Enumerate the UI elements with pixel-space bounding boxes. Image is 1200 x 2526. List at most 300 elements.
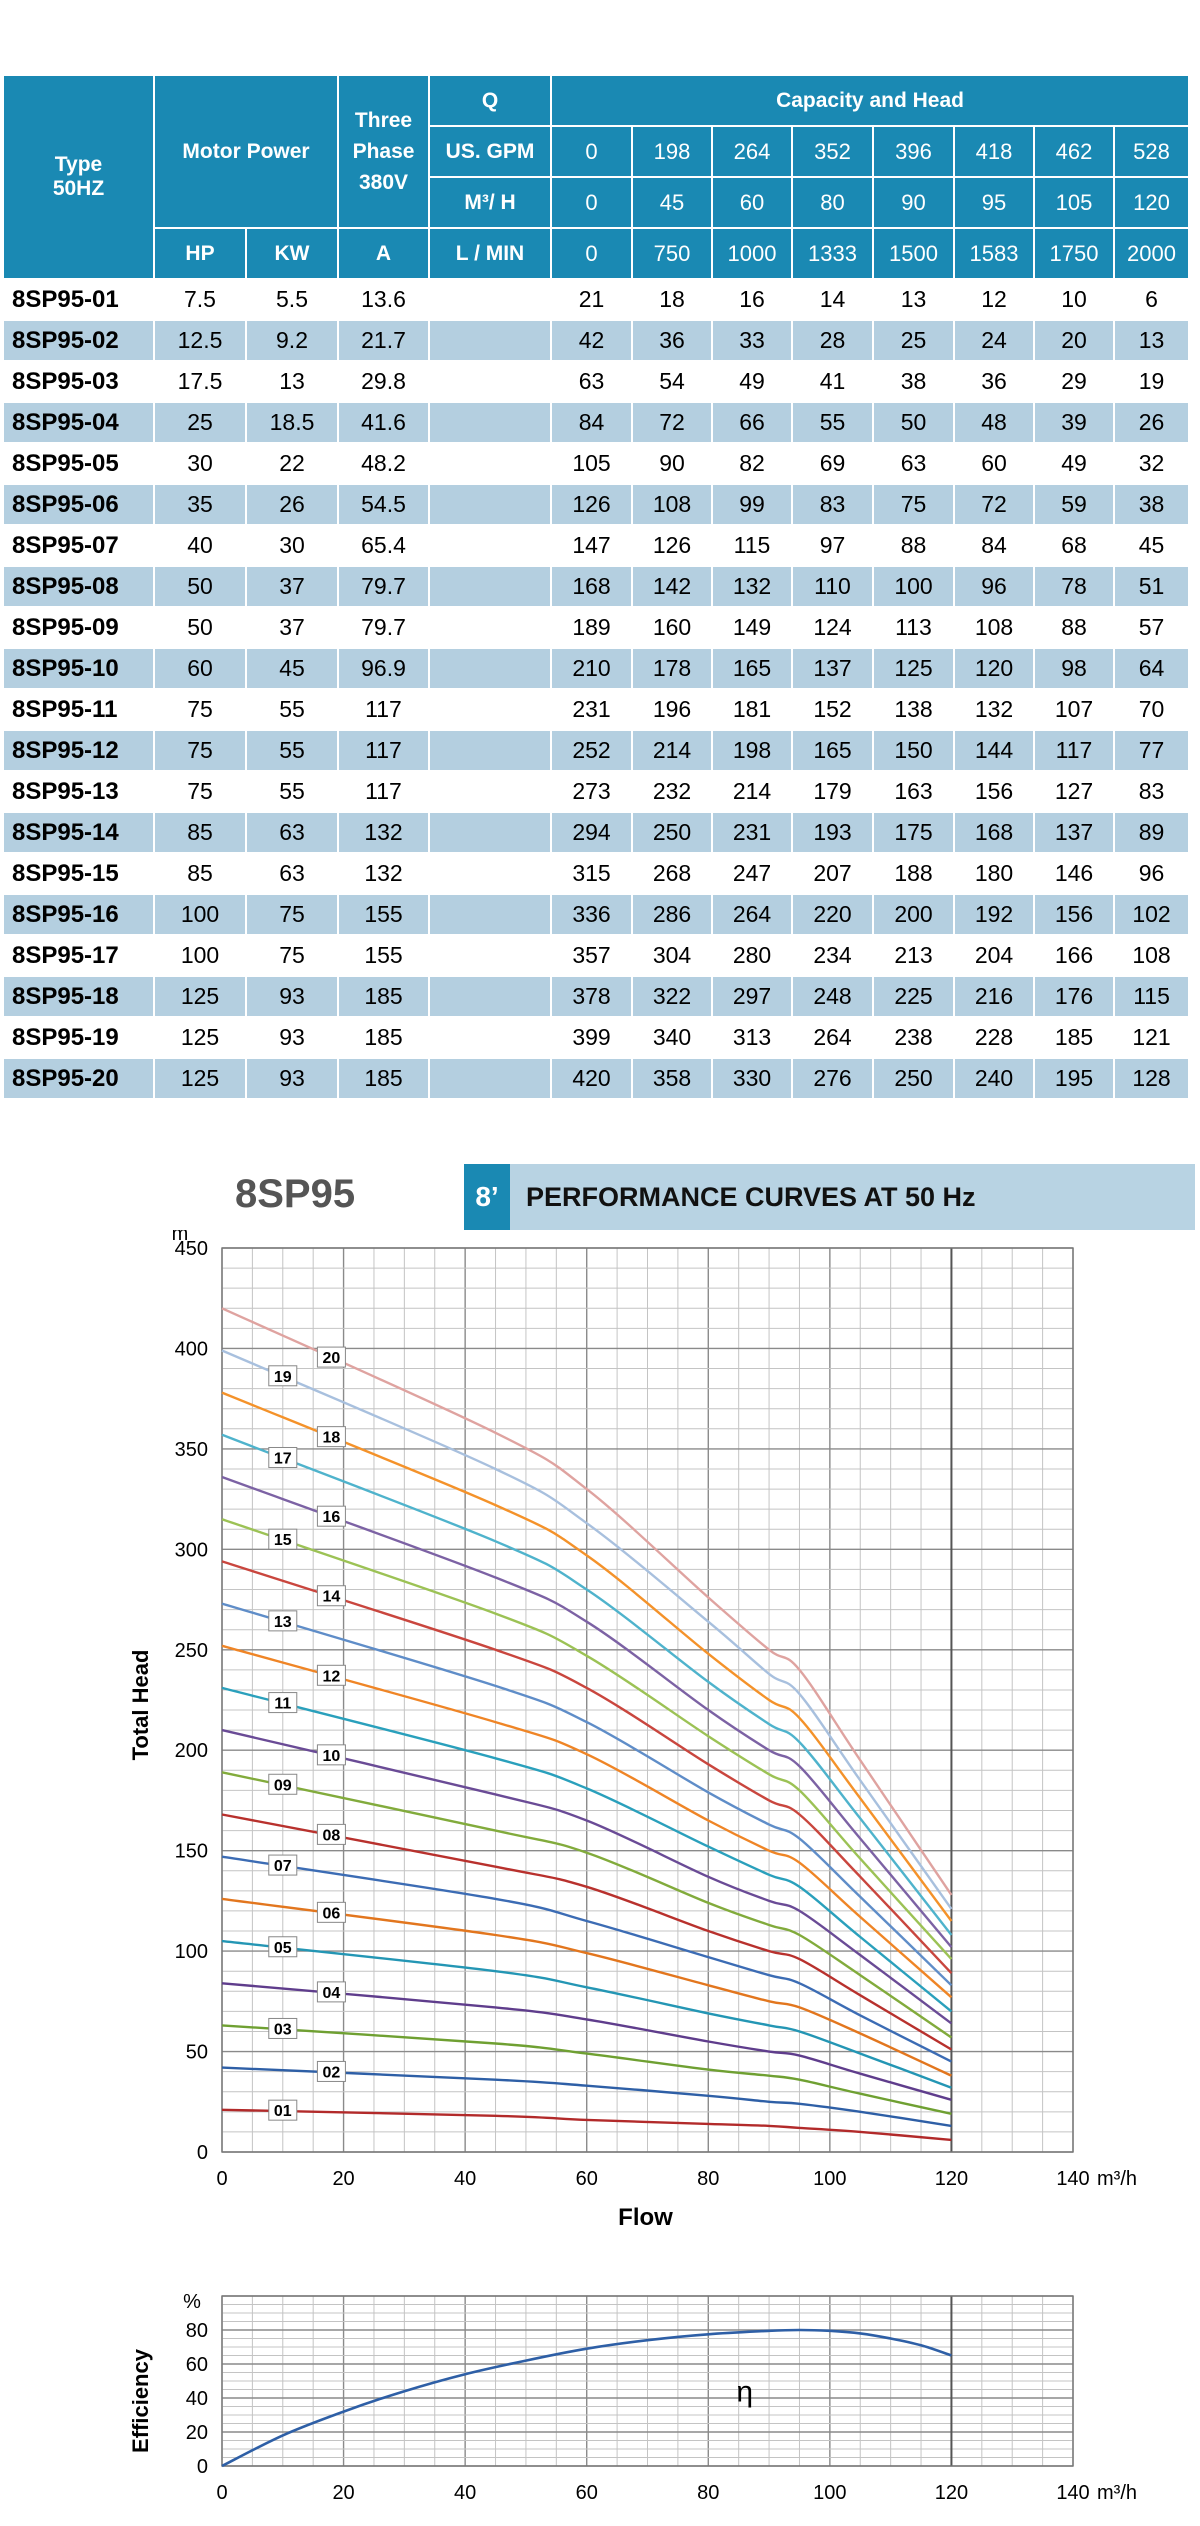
q-blank-cell [430, 854, 552, 895]
x-tick-label: 80 [697, 2482, 720, 2504]
head-cell: 213 [874, 936, 955, 977]
flow-value: 1000 [713, 229, 793, 280]
q-blank-cell [430, 1059, 552, 1100]
y-unit-label: % [183, 2291, 201, 2313]
x-tick-label: 0 [216, 2482, 228, 2504]
x-tick-label: 40 [454, 2482, 477, 2504]
x-tick-label: 20 [332, 2168, 355, 2190]
series-label [269, 2100, 297, 2120]
hp-cell: 50 [155, 608, 247, 649]
amp-cell: 155 [339, 936, 430, 977]
head-cell: 75 [874, 485, 955, 526]
head-cell: 48 [955, 403, 1035, 444]
y-tick-label: 400 [174, 1338, 208, 1361]
efficiency-chart [0, 2260, 1200, 2526]
head-cell: 64 [1115, 649, 1190, 690]
title-banner [464, 1164, 1195, 1230]
type-cell: 8SP95-14 [4, 813, 155, 854]
x-tick-label: 0 [216, 2168, 228, 2190]
head-cell: 273 [552, 772, 633, 813]
series-label-text: 16 [322, 1509, 341, 1527]
x-tick-label: 140 [1056, 2168, 1090, 2190]
head-cell: 358 [633, 1059, 713, 1100]
head-cell: 72 [633, 403, 713, 444]
head-cell: 250 [633, 813, 713, 854]
type-cell: 8SP95-01 [4, 280, 155, 321]
head-cell: 13 [1115, 321, 1190, 362]
series-label [317, 1665, 345, 1685]
head-cell: 216 [955, 977, 1035, 1018]
head-cell: 125 [874, 649, 955, 690]
head-cell: 63 [552, 362, 633, 403]
table-row [4, 813, 1190, 854]
x-axis-title: Flow [618, 2204, 673, 2231]
y-tick-label: 300 [174, 1539, 208, 1562]
head-cell: 19 [1115, 362, 1190, 403]
head-cell: 83 [793, 485, 874, 526]
amp-header: A [339, 229, 430, 280]
head-cell: 128 [1115, 1059, 1190, 1100]
series-label [269, 1611, 297, 1631]
table-row [4, 772, 1190, 813]
amp-cell: 79.7 [339, 608, 430, 649]
hp-cell: 75 [155, 772, 247, 813]
amp-cell: 185 [339, 1059, 430, 1100]
table-row [4, 444, 1190, 485]
kw-cell: 30 [247, 526, 339, 567]
series-label [269, 1366, 297, 1386]
head-cell: 14 [793, 280, 874, 321]
head-cell: 196 [633, 690, 713, 731]
head-cell: 214 [713, 772, 793, 813]
table-row [4, 895, 1190, 936]
head-cell: 188 [874, 854, 955, 895]
table-row [4, 321, 1190, 362]
series-label [269, 1447, 297, 1467]
head-cell: 357 [552, 936, 633, 977]
head-cell: 124 [793, 608, 874, 649]
head-cell: 280 [713, 936, 793, 977]
flow-value: 198 [633, 127, 713, 178]
kw-cell: 93 [247, 1059, 339, 1100]
series-label [317, 2061, 345, 2081]
head-cell: 59 [1035, 485, 1115, 526]
table-row [4, 936, 1190, 977]
q-blank-cell [430, 567, 552, 608]
head-cell: 132 [713, 567, 793, 608]
y-tick-label: 20 [185, 2422, 208, 2444]
head-cell: 54 [633, 362, 713, 403]
y-tick-label: 50 [185, 2041, 208, 2064]
hp-cell: 125 [155, 1018, 247, 1059]
head-cell: 210 [552, 649, 633, 690]
hp-cell: 75 [155, 690, 247, 731]
head-cell: 252 [552, 731, 633, 772]
head-cell: 115 [1115, 977, 1190, 1018]
chart-title: PERFORMANCE CURVES AT 50 Hz [526, 1182, 976, 1212]
head-cell: 144 [955, 731, 1035, 772]
head-cell: 336 [552, 895, 633, 936]
head-cell: 294 [552, 813, 633, 854]
amp-cell: 29.8 [339, 362, 430, 403]
head-cell: 195 [1035, 1059, 1115, 1100]
head-cell: 115 [713, 526, 793, 567]
head-cell: 340 [633, 1018, 713, 1059]
head-cell: 313 [713, 1018, 793, 1059]
head-cell: 137 [1035, 813, 1115, 854]
head-cell: 166 [1035, 936, 1115, 977]
y-axis-title: Total Head [128, 1649, 153, 1761]
head-cell: 60 [955, 444, 1035, 485]
head-cell: 21 [552, 280, 633, 321]
head-cell: 41 [793, 362, 874, 403]
flow-value: 105 [1035, 178, 1115, 229]
kw-cell: 37 [247, 608, 339, 649]
head-cell: 198 [713, 731, 793, 772]
kw-cell: 55 [247, 731, 339, 772]
performance-curves-chart [0, 1230, 1200, 2260]
head-cell: 180 [955, 854, 1035, 895]
hp-cell: 7.5 [155, 280, 247, 321]
x-tick-label: 40 [454, 2168, 477, 2190]
table-row [4, 485, 1190, 526]
series-label-text: 04 [322, 1984, 341, 2002]
head-cell: 200 [874, 895, 955, 936]
table-body [4, 280, 1190, 1100]
head-cell: 42 [552, 321, 633, 362]
head-cell: 25 [874, 321, 955, 362]
grid [222, 2296, 1073, 2466]
head-cell: 149 [713, 608, 793, 649]
head-cell: 168 [955, 813, 1035, 854]
hp-cell: 17.5 [155, 362, 247, 403]
q-blank-cell [430, 608, 552, 649]
q-blank-cell [430, 526, 552, 567]
kw-cell: 93 [247, 977, 339, 1018]
y-tick-label: 150 [174, 1840, 208, 1863]
q-blank-cell [430, 772, 552, 813]
kw-cell: 37 [247, 567, 339, 608]
chart-header [0, 1160, 1200, 1230]
y-unit-label: m [171, 1230, 189, 1245]
series-label-text: 02 [322, 2064, 341, 2082]
hp-cell: 100 [155, 936, 247, 977]
y-tick-label: 80 [185, 2320, 208, 2342]
y-tick-label: 350 [174, 1438, 208, 1461]
kw-header: KW [247, 229, 339, 280]
q-blank-cell [430, 1018, 552, 1059]
head-cell: 33 [713, 321, 793, 362]
head-cell: 178 [633, 649, 713, 690]
series-label-text: 08 [322, 1827, 341, 1845]
head-cell: 57 [1115, 608, 1190, 649]
head-cell: 63 [874, 444, 955, 485]
table-row [4, 854, 1190, 895]
x-unit-label: m³/h [1097, 2168, 1137, 2190]
series-label-text: 13 [273, 1613, 292, 1631]
head-cell: 156 [1035, 895, 1115, 936]
type-cell: 8SP95-05 [4, 444, 155, 485]
head-cell: 120 [955, 649, 1035, 690]
series-label [269, 2018, 297, 2038]
type-header: Type 50HZ [4, 76, 155, 280]
unit-label: US. GPM [430, 127, 552, 178]
head-cell: 102 [1115, 895, 1190, 936]
type-cell: 8SP95-08 [4, 567, 155, 608]
amp-cell: 185 [339, 977, 430, 1018]
head-cell: 264 [793, 1018, 874, 1059]
kw-cell: 5.5 [247, 280, 339, 321]
type-cell: 8SP95-19 [4, 1018, 155, 1059]
flow-value: 80 [793, 178, 874, 229]
head-cell: 84 [955, 526, 1035, 567]
y-tick-label: 60 [185, 2354, 208, 2376]
q-blank-cell [430, 936, 552, 977]
head-cell: 214 [633, 731, 713, 772]
head-cell: 231 [713, 813, 793, 854]
q-blank-cell [430, 977, 552, 1018]
table-row [4, 649, 1190, 690]
series-label [269, 1937, 297, 1957]
series-label [317, 1745, 345, 1765]
model-title: 8SP95 [235, 1172, 356, 1216]
table-row [4, 280, 1190, 321]
head-cell: 297 [713, 977, 793, 1018]
head-cell: 420 [552, 1059, 633, 1100]
head-cell: 72 [955, 485, 1035, 526]
type-cell: 8SP95-07 [4, 526, 155, 567]
flow-value: 90 [874, 178, 955, 229]
q-blank-cell [430, 690, 552, 731]
type-cell: 8SP95-09 [4, 608, 155, 649]
series-label-text: 20 [322, 1350, 341, 1368]
amp-cell: 117 [339, 731, 430, 772]
head-cell: 77 [1115, 731, 1190, 772]
kw-cell: 9.2 [247, 321, 339, 362]
amp-cell: 48.2 [339, 444, 430, 485]
series-label-text: 19 [273, 1368, 292, 1386]
head-cell: 399 [552, 1018, 633, 1059]
flow-value: 462 [1035, 127, 1115, 178]
type-cell: 8SP95-10 [4, 649, 155, 690]
head-cell: 20 [1035, 321, 1115, 362]
head-cell: 163 [874, 772, 955, 813]
hp-cell: 50 [155, 567, 247, 608]
head-cell: 322 [633, 977, 713, 1018]
head-cell: 247 [713, 854, 793, 895]
amp-cell: 41.6 [339, 403, 430, 444]
kw-cell: 63 [247, 854, 339, 895]
head-cell: 12 [955, 280, 1035, 321]
head-cell: 89 [1115, 813, 1190, 854]
amp-cell: 13.6 [339, 280, 430, 321]
head-cell: 113 [874, 608, 955, 649]
kw-cell: 93 [247, 1018, 339, 1059]
table-row [4, 1059, 1190, 1100]
q-blank-cell [430, 485, 552, 526]
head-cell: 10 [1035, 280, 1115, 321]
head-cell: 156 [955, 772, 1035, 813]
y-tick-label: 40 [185, 2388, 208, 2410]
type-cell: 8SP95-16 [4, 895, 155, 936]
head-cell: 36 [633, 321, 713, 362]
size-badge: 8ʼ [464, 1164, 510, 1230]
head-cell: 108 [955, 608, 1035, 649]
series-label-text: 01 [273, 2103, 292, 2121]
flow-value: 528 [1115, 127, 1190, 178]
flow-value: 0 [552, 229, 633, 280]
q-blank-cell [430, 280, 552, 321]
head-cell: 268 [633, 854, 713, 895]
hp-cell: 125 [155, 977, 247, 1018]
head-cell: 220 [793, 895, 874, 936]
head-cell: 175 [874, 813, 955, 854]
x-tick-label: 100 [813, 2482, 847, 2504]
type-cell: 8SP95-04 [4, 403, 155, 444]
head-cell: 45 [1115, 526, 1190, 567]
kw-cell: 55 [247, 690, 339, 731]
series-label [317, 1586, 345, 1606]
x-tick-label: 60 [575, 2168, 598, 2190]
head-cell: 304 [633, 936, 713, 977]
table-row [4, 567, 1190, 608]
table-row [4, 403, 1190, 444]
head-cell: 286 [633, 895, 713, 936]
head-cell: 107 [1035, 690, 1115, 731]
x-tick-label: 140 [1056, 2482, 1090, 2504]
type-cell: 8SP95-03 [4, 362, 155, 403]
head-cell: 168 [552, 567, 633, 608]
amp-cell: 54.5 [339, 485, 430, 526]
table-row [4, 977, 1190, 1018]
y-tick-label: 100 [174, 1941, 208, 1964]
flow-value: 60 [713, 178, 793, 229]
flow-value: 396 [874, 127, 955, 178]
head-cell: 225 [874, 977, 955, 1018]
eta-annotation: η [736, 2375, 754, 2409]
head-cell: 78 [1035, 567, 1115, 608]
flow-value: 264 [713, 127, 793, 178]
x-tick-label: 100 [813, 2168, 847, 2190]
series-label-text: 11 [274, 1695, 292, 1713]
head-cell: 250 [874, 1059, 955, 1100]
table-header [4, 76, 1190, 280]
series-label [317, 1824, 345, 1844]
head-cell: 70 [1115, 690, 1190, 731]
head-cell: 165 [793, 731, 874, 772]
series-label [269, 1855, 297, 1875]
flow-value: 1750 [1035, 229, 1115, 280]
head-cell: 66 [713, 403, 793, 444]
head-cell: 38 [874, 362, 955, 403]
head-cell: 36 [955, 362, 1035, 403]
hp-cell: 100 [155, 895, 247, 936]
head-cell: 132 [955, 690, 1035, 731]
head-cell: 105 [552, 444, 633, 485]
flow-value: 45 [633, 178, 713, 229]
head-cell: 248 [793, 977, 874, 1018]
head-cell: 138 [874, 690, 955, 731]
flow-value: 1333 [793, 229, 874, 280]
head-cell: 165 [713, 649, 793, 690]
head-cell: 152 [793, 690, 874, 731]
head-cell: 137 [793, 649, 874, 690]
head-cell: 176 [1035, 977, 1115, 1018]
series-label-text: 17 [273, 1450, 292, 1468]
head-cell: 110 [793, 567, 874, 608]
kw-cell: 55 [247, 772, 339, 813]
head-cell: 108 [633, 485, 713, 526]
kw-cell: 26 [247, 485, 339, 526]
head-cell: 100 [874, 567, 955, 608]
hp-cell: 12.5 [155, 321, 247, 362]
table-row [4, 608, 1190, 649]
series-label-text: 12 [322, 1668, 341, 1686]
head-cell: 82 [713, 444, 793, 485]
y-tick-label: 0 [196, 2142, 208, 2164]
x-unit-label: m³/h [1097, 2482, 1137, 2504]
amp-cell: 96.9 [339, 649, 430, 690]
type-cell: 8SP95-20 [4, 1059, 155, 1100]
head-cell: 228 [955, 1018, 1035, 1059]
head-cell: 232 [633, 772, 713, 813]
kw-cell: 18.5 [247, 403, 339, 444]
series-label-text: 05 [273, 1939, 292, 1957]
series-label [269, 1774, 297, 1794]
head-cell: 127 [1035, 772, 1115, 813]
flow-value: 95 [955, 178, 1035, 229]
kw-cell: 22 [247, 444, 339, 485]
head-cell: 378 [552, 977, 633, 1018]
head-cell: 39 [1035, 403, 1115, 444]
head-cell: 238 [874, 1018, 955, 1059]
x-tick-label: 80 [697, 2168, 720, 2190]
head-cell: 146 [1035, 854, 1115, 895]
amp-cell: 132 [339, 813, 430, 854]
amp-cell: 117 [339, 772, 430, 813]
kw-cell: 75 [247, 936, 339, 977]
head-cell: 98 [1035, 649, 1115, 690]
head-cell: 142 [633, 567, 713, 608]
type-cell: 8SP95-12 [4, 731, 155, 772]
series-label [317, 1982, 345, 2002]
type-cell: 8SP95-15 [4, 854, 155, 895]
q-blank-cell [430, 321, 552, 362]
head-cell: 68 [1035, 526, 1115, 567]
head-cell: 49 [1035, 444, 1115, 485]
head-cell: 13 [874, 280, 955, 321]
head-cell: 231 [552, 690, 633, 731]
hp-cell: 125 [155, 1059, 247, 1100]
flow-value: 2000 [1115, 229, 1190, 280]
series-label [269, 1529, 297, 1549]
specification-table [4, 76, 1190, 1100]
q-blank-cell [430, 895, 552, 936]
type-cell: 8SP95-18 [4, 977, 155, 1018]
head-cell: 126 [633, 526, 713, 567]
series-label-text: 15 [273, 1532, 292, 1550]
head-cell: 204 [955, 936, 1035, 977]
head-cell: 38 [1115, 485, 1190, 526]
head-cell: 185 [1035, 1018, 1115, 1059]
head-cell: 32 [1115, 444, 1190, 485]
head-cell: 330 [713, 1059, 793, 1100]
head-cell: 150 [874, 731, 955, 772]
hp-cell: 85 [155, 854, 247, 895]
table-row [4, 731, 1190, 772]
head-cell: 192 [955, 895, 1035, 936]
y-axis-title: Efficiency [128, 2349, 153, 2453]
